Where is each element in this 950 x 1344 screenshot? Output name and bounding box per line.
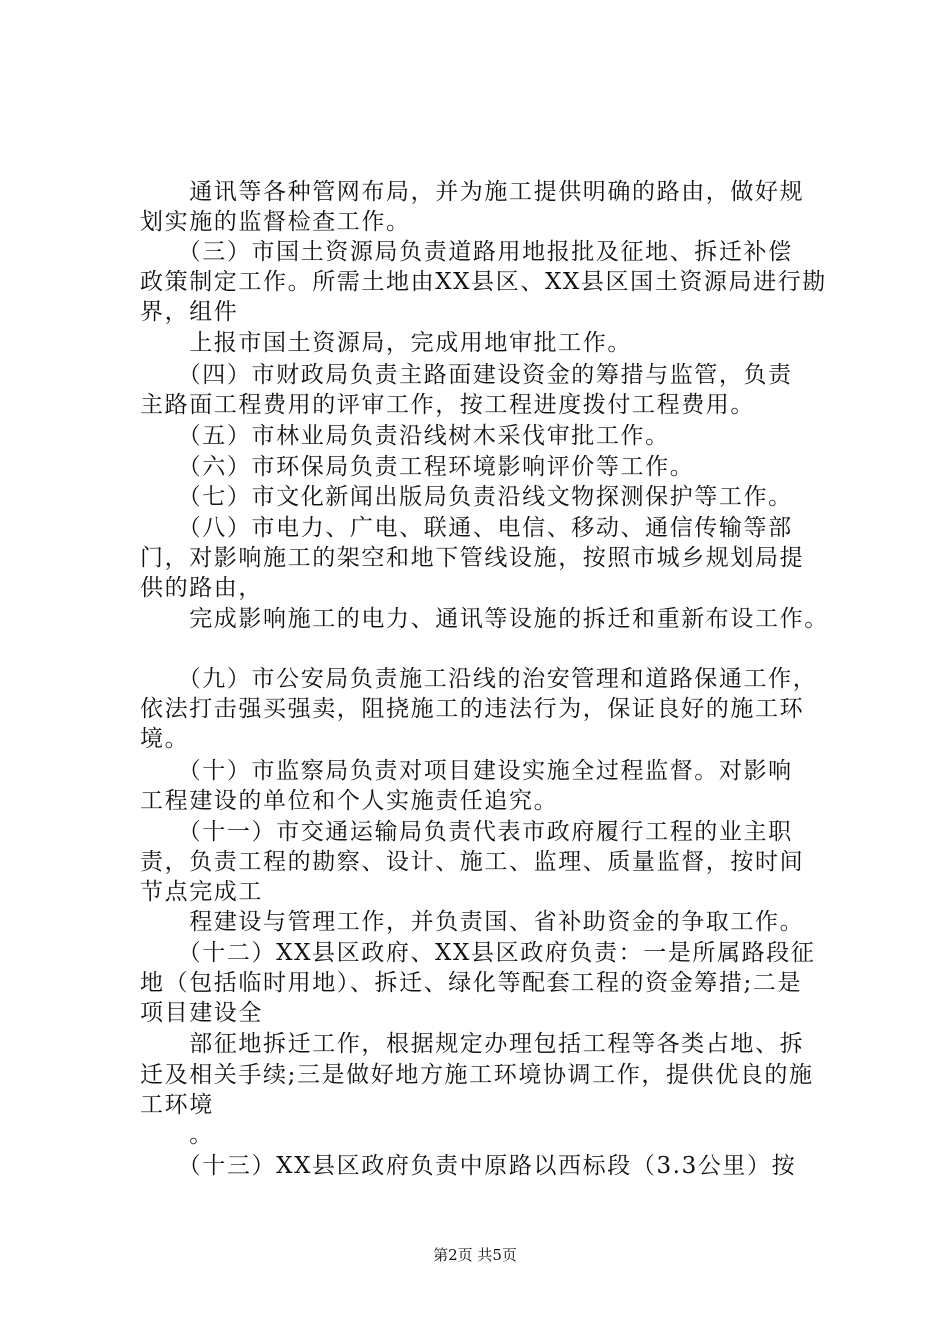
text-line: 上报市国土资源局，完成用地审批工作。 [140,330,632,356]
text-line: 项目建设全 [140,1000,263,1026]
page-number-footer: 第2页 共5页 [433,1246,517,1264]
text-line: （五）市林业局负责沿线树木采伐审批工作。 [140,423,670,449]
text-line: （六）市环保局负责工程环境影响评价等工作。 [140,454,695,480]
text-line: 通讯等各种管网布局，并为施工提供明确的路由，做好规 [140,179,805,205]
text-line: 部征地拆迁工作，根据规定办理包括工程等各类占地、拆 [140,1031,805,1057]
text-line: 完成影响施工的电力、通讯等设施的拆迁和重新布设工作。 [140,606,829,632]
text-line: 迁及相关手续;三是做好地方施工环境协调工作，提供优良的施 [140,1062,814,1088]
text-line: （十二）XX县区政府、XX县区政府负责：一是所属路段征 [140,940,816,966]
text-line: 划实施的监督检查工作。 [140,209,411,235]
text-line: 供的路由， [140,575,263,601]
text-line: （八）市电力、广电、联通、电信、移动、通信传输等部 [140,515,793,541]
text-line: 程建设与管理工作，并负责国、省补助资金的争取工作。 [140,909,805,935]
text-line: （十一）市交通运输局负责代表市政府履行工程的业主职 [140,819,793,845]
text-line: 工程建设的单位和个人实施责任追究。 [140,788,559,814]
text-line: 工环境 [140,1092,214,1118]
text-line: 主路面工程费用的评审工作，按工程进度拨付工程费用。 [140,392,755,418]
text-line: 。 [140,1122,214,1148]
text-line: （九）市公安局负责施工沿线的治安管理和道路保通工作， [140,666,818,692]
text-line: （七）市文化新闻出版局负责沿线文物探测保护等工作。 [140,484,793,510]
text-line: 界，组件 [140,299,239,325]
text-line: （十三）XX县区政府负责中原路以西标段（3.3公里）按 [140,1153,797,1179]
text-line: （四）市财政局负责主路面建设资金的筹措与监管，负责 [140,362,793,388]
text-line: 政策制定工作。所需土地由XX县区、XX县区国土资源局进行勘 [140,269,827,295]
text-line: 门，对影响施工的架空和地下管线设施，按照市城乡规划局提 [140,545,805,571]
text-line: 节点完成工 [140,879,263,905]
text-line: 依法打击强买强卖，阻挠施工的违法行为，保证良好的施工环 [140,696,805,722]
text-line: 境。 [140,726,190,752]
text-line: 地（包括临时用地）、拆迁、绿化等配套工程的资金筹措;二是 [140,970,803,996]
text-line: （三）市国土资源局负责道路用地报批及征地、拆迁补偿 [140,239,793,265]
text-line: 责，负责工程的勘察、设计、施工、监理、质量监督，按时间 [140,849,805,875]
text-line: （十）市监察局负责对项目建设实施全过程监督。对影响 [140,758,793,784]
